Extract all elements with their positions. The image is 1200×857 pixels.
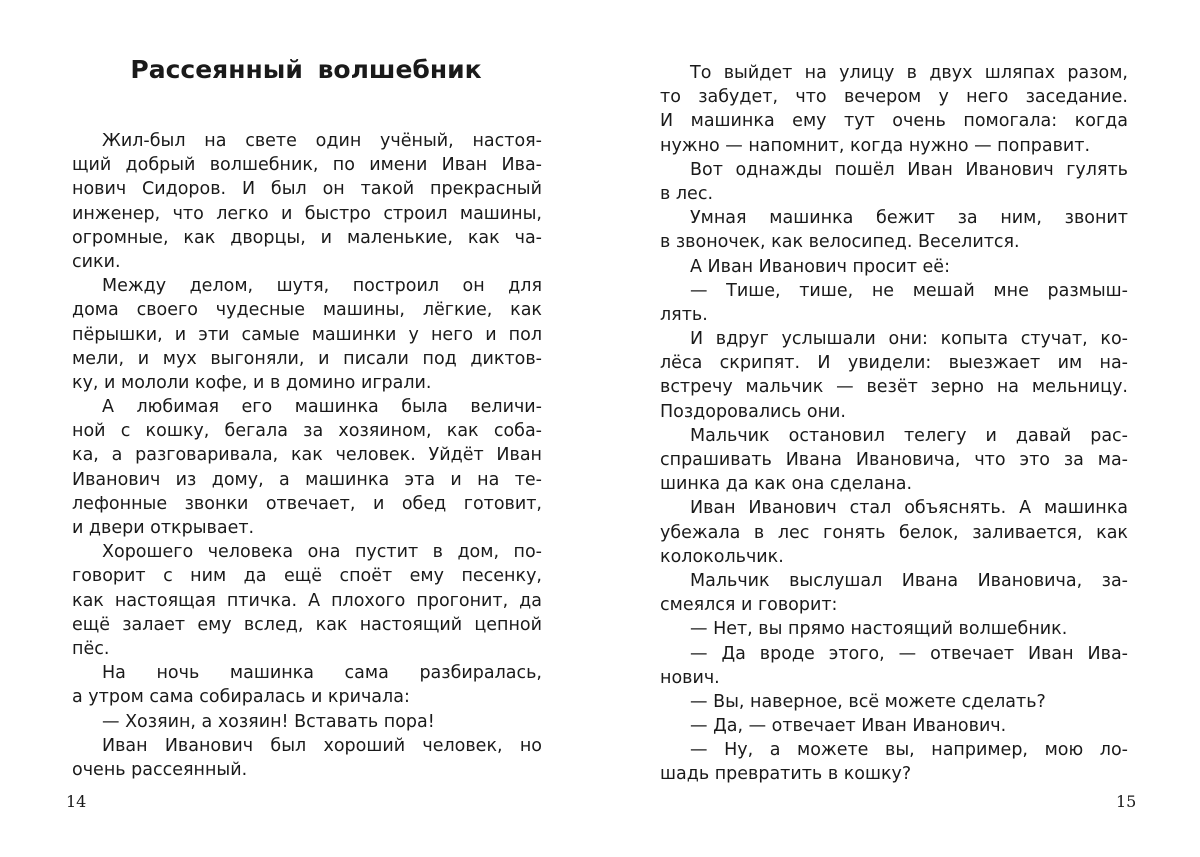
text-line: Хорошего человека она пустит в дом, по- bbox=[102, 542, 542, 563]
text-line: в лес. bbox=[660, 183, 714, 204]
text-line: пёрышки, и эти самые машинки у него и пол bbox=[72, 324, 542, 345]
text-line: колокольчик. bbox=[660, 546, 784, 567]
text-line: говорит с ним да ещё споёт ему песенку, bbox=[72, 566, 542, 587]
text-line: — Да, — отвечает Иван Иванович. bbox=[690, 716, 1007, 737]
text-line: нужно — напомнит, когда нужно — поправит. bbox=[660, 135, 1091, 156]
text-line: нович Сидоров. И был он такой прекрасный bbox=[72, 179, 542, 200]
text-line: мели, и мух выгоняли, и писали под диктов- bbox=[72, 348, 542, 369]
text-line: То выйдет на улицу в двух шляпах разом, bbox=[690, 63, 1128, 83]
text-line: И машинка ему тут очень помогала: когда bbox=[660, 111, 1128, 132]
right-page-text bbox=[660, 61, 1128, 787]
text-line: — Нет, вы прямо настоящий волшебник. bbox=[690, 619, 1068, 640]
text-line: А любимая его машинка была величи- bbox=[102, 397, 542, 418]
text-line: Иван Иванович был хороший человек, но bbox=[102, 735, 542, 756]
right-page bbox=[600, 0, 1200, 857]
text-line: Вот однажды пошёл Иван Иванович гулять bbox=[690, 159, 1128, 180]
text-line: встречу мальчик — везёт зерно на мельницу. bbox=[660, 377, 1128, 398]
text-line: ка, а разговаривала, как человек. Уйдёт Иван bbox=[72, 445, 542, 466]
text-line: лять. bbox=[660, 304, 708, 325]
text-line: очень рассеянный. bbox=[72, 759, 248, 780]
text-line: смеялся и говорит: bbox=[660, 595, 838, 616]
text-line: Умная машинка бежит за ним, звонит bbox=[690, 208, 1128, 229]
text-line: — Да вроде этого, — отвечает Иван Ива- bbox=[690, 643, 1128, 664]
text-line: и двери открывает. bbox=[72, 518, 255, 538]
page-number-left: 14 bbox=[66, 792, 87, 811]
text-line: нович. bbox=[660, 667, 720, 688]
text-line: Мальчик выслушал Ивана Ивановича, за- bbox=[690, 570, 1128, 591]
text-line: дома своего чудесные машины, лёгкие, как bbox=[72, 300, 542, 321]
text-line: Поздоровались они. bbox=[660, 401, 846, 422]
text-line: ку, и мололи кофе, и в домино играли. bbox=[72, 372, 432, 393]
left-page-text bbox=[72, 129, 542, 782]
text-line: убежала в лес гонять белок, заливается, как bbox=[660, 522, 1128, 543]
text-line: Мальчик остановил телегу и давай рас- bbox=[690, 425, 1128, 446]
text-line: лёса скрипят. И увидели: выезжает им на- bbox=[660, 353, 1128, 374]
text-line: ещё залает ему вслед, как настоящий цепной bbox=[72, 614, 542, 635]
text-line: шинка да как она сделана. bbox=[660, 474, 913, 495]
text-line: спрашивать Ивана Ивановича, что это за ма- bbox=[660, 450, 1128, 470]
text-line: И вдруг услышали они: копыта стучат, ко- bbox=[690, 329, 1128, 350]
story-title: Рассеянный волшебник bbox=[130, 55, 482, 84]
text-line: ной с кошку, бегала за хозяином, как соба- bbox=[72, 421, 542, 442]
text-line: А Иван Иванович просит её: bbox=[690, 256, 950, 277]
text-line: сики. bbox=[72, 251, 121, 272]
text-line: щий добрый волшебник, по имени Иван Ива- bbox=[72, 155, 542, 176]
text-line: шадь превратить в кошку? bbox=[660, 764, 912, 785]
text-line: — Вы, наверное, всё можете сделать? bbox=[690, 691, 1046, 712]
text-line: то забудет, что вечером у него заседание. bbox=[660, 87, 1128, 108]
text-line: как настоящая птичка. А плохого прогонит, да bbox=[72, 590, 542, 611]
text-line: в звоночек, как велосипед. Веселится. bbox=[660, 232, 1020, 253]
text-line: Иванович из дому, а машинка эта и на те- bbox=[72, 469, 542, 490]
text-line: Иван Иванович стал объяснять. А машинка bbox=[690, 498, 1128, 519]
text-line: инженер, что легко и быстро строил машины, bbox=[72, 203, 542, 224]
text-line: пёс. bbox=[72, 638, 110, 659]
page-number-right: 15 bbox=[1116, 792, 1137, 811]
text-line: — Хозяин, а хозяин! Вставать пора! bbox=[102, 711, 435, 732]
text-line: огромные, как дворцы, и маленькие, как ча- bbox=[72, 227, 542, 248]
text-line: а утром сама собиралась и кричала: bbox=[72, 687, 410, 708]
text-line: — Тише, тише, не мешай мне размыш- bbox=[690, 280, 1128, 301]
text-line: Между делом, шутя, построил он для bbox=[102, 276, 542, 297]
text-line: На ночь машинка сама разбиралась, bbox=[102, 663, 542, 684]
text-line: — Ну, а можете вы, например, мою ло- bbox=[690, 740, 1128, 761]
text-line: Жил-был на свете один учёный, настоя- bbox=[102, 131, 542, 151]
text-line: лефонные звонки отвечает, и обед готовит, bbox=[72, 493, 542, 514]
